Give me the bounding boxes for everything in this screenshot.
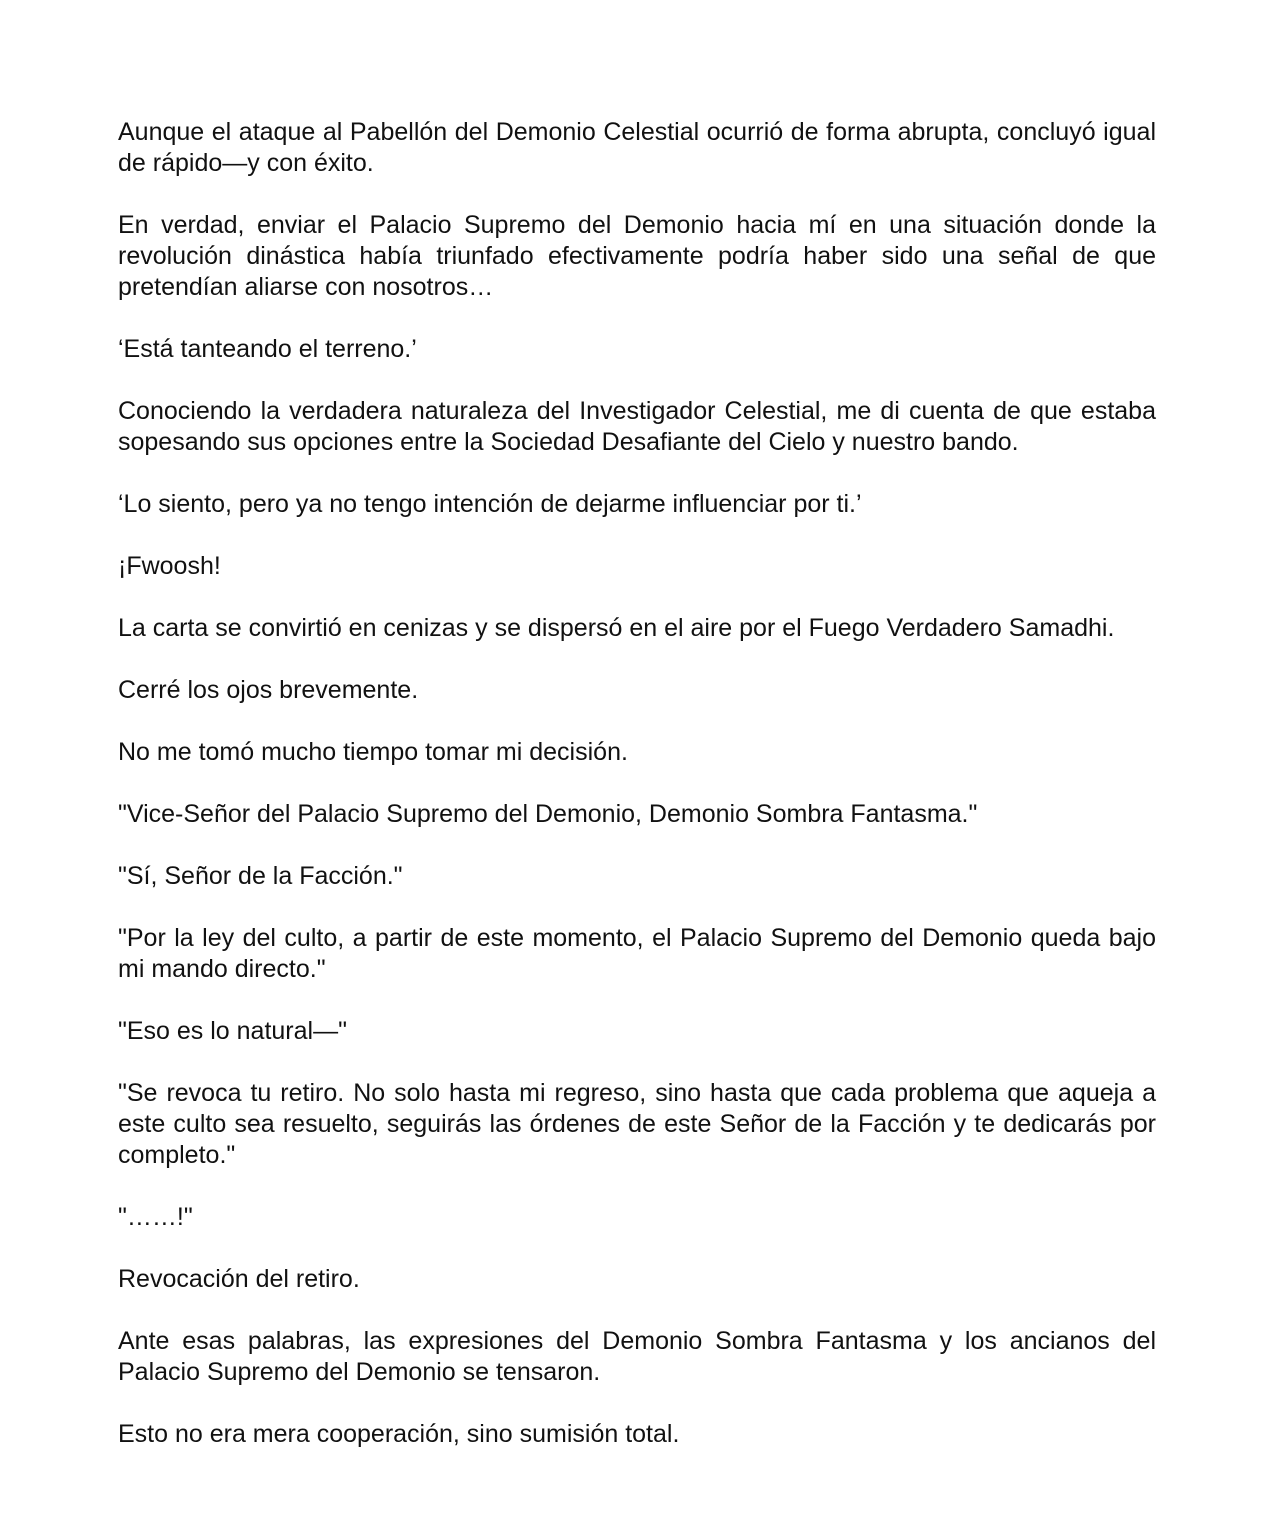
paragraph: ‘Está tanteando el terreno.’ bbox=[118, 335, 417, 363]
paragraph: "Por la ley del culto, a partir de este momento, el Palacio Supremo del Demonio queda bajo mi mando directo." bbox=[118, 924, 1156, 983]
paragraph: No me tomó mucho tiempo tomar mi decisión. bbox=[118, 738, 628, 766]
paragraph: Conociendo la verdadera naturaleza del Investigador Celestial, me di cuenta de que estaba sopesando sus opciones entre la Sociedad Desafiante del Cielo y nuestro bando. bbox=[118, 397, 1156, 456]
paragraph: "Sí, Señor de la Facción." bbox=[118, 862, 403, 890]
paragraph: Revocación del retiro. bbox=[118, 1265, 360, 1293]
paragraph: "Eso es lo natural—" bbox=[118, 1017, 347, 1045]
paragraph: Esto no era mera cooperación, sino sumisión total. bbox=[118, 1420, 680, 1448]
paragraph: La carta se convirtió en cenizas y se dispersó en el aire por el Fuego Verdadero Samadhi. bbox=[118, 614, 1115, 642]
document-body bbox=[118, 117, 1156, 1481]
paragraph: ¡Fwoosh! bbox=[118, 552, 221, 580]
paragraph: En verdad, enviar el Palacio Supremo del Demonio hacia mí en una situación donde la revolución dinástica había triunfado efectivamente podría haber sido una señal de que pretendían aliarse con nosotros… bbox=[118, 211, 1156, 301]
paragraph: "……!" bbox=[118, 1203, 193, 1231]
paragraph: "Vice-Señor del Palacio Supremo del Demonio, Demonio Sombra Fantasma." bbox=[118, 800, 978, 828]
paragraph: Cerré los ojos brevemente. bbox=[118, 676, 419, 704]
paragraph: ‘Lo siento, pero ya no tengo intención de dejarme influenciar por ti.’ bbox=[118, 490, 862, 518]
paragraph: Aunque el ataque al Pabellón del Demonio Celestial ocurrió de forma abrupta, concluyó igual de rápido—y con éxito. bbox=[118, 118, 1156, 177]
paragraph: Ante esas palabras, las expresiones del Demonio Sombra Fantasma y los ancianos del Palacio Supremo del Demonio se tensaron. bbox=[118, 1327, 1156, 1386]
paragraph: "Se revoca tu retiro. No solo hasta mi regreso, sino hasta que cada problema que aqueja a este culto sea resuelto, seguirás las órdenes de este Señor de la Facción y te dedicarás por completo." bbox=[118, 1079, 1156, 1169]
